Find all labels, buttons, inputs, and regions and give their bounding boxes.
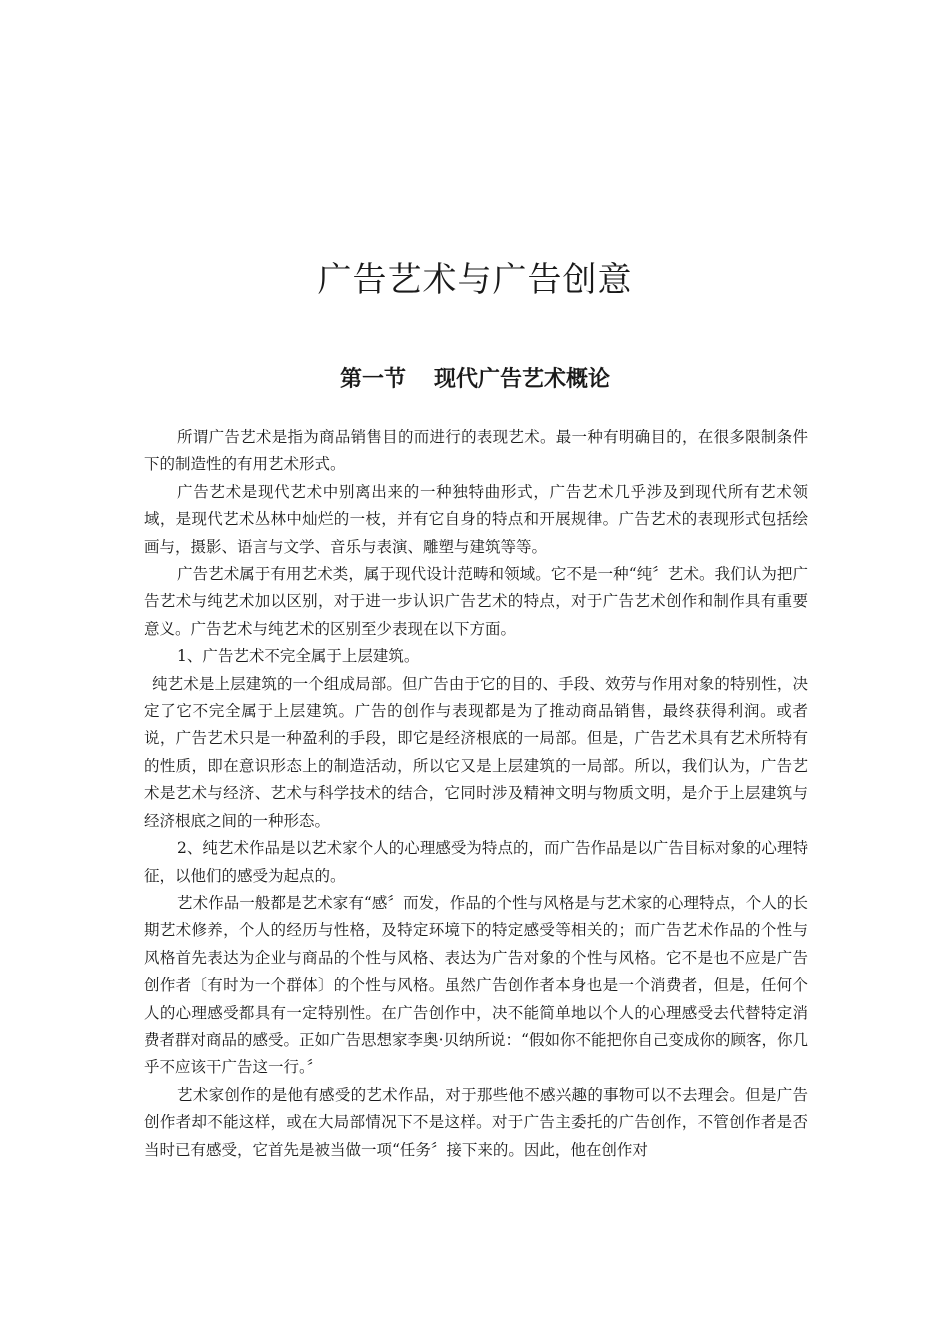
section-heading xyxy=(0,360,950,400)
section-number: 第一节 xyxy=(339,367,406,392)
paragraph-overview: 广告艺术是现代艺术中别离出来的一种独特曲形式，广告艺术几乎涉及到现代所有艺术领域，是现代艺术丛林中灿烂的一枝，并有它自身的特点和开展规律。广告艺术的表现形式包括绘画与，摄影、语言与文学、音乐与表演、雕塑与建筑等等。 xyxy=(144,482,808,556)
paragraph-superstructure: 纯艺术是上层建筑的一个组成局部。但广告由于它的目的、手段、效劳与作用对象的特别性，决定了它不完全属于上层建筑。广告的创作与表现都是为了推动商品销售，最终获得利润。或者说，广告艺术只是一种盈利的手段，即它是经济根底的一局部。但是，广告艺术具有艺术所特有的性质，即在意识形态上的制造活动，所以它又是上层建筑的一局部。所以，我们认为，广告艺术是艺术与经济、艺术与科学技术的结合，它同时涉及精神文明与物质文明，是介于上层建筑与经济根底之间的一种形态。 xyxy=(144,674,808,830)
point-heading-1: 1、广告艺术不完全属于上层建筑。 xyxy=(177,647,420,666)
section-name: 现代广告艺术概论 xyxy=(434,367,611,392)
paragraph-classification: 广告艺术属于有用艺术类，属于现代设计范畴和领域。它不是一种“纯〞艺术。我们认为把广告艺术与纯艺术加以区别，对于进一步认识广告艺术的特点，对于广告艺术创作和制作具有重要意义。广告艺术与纯艺术的区别至少表现在以下方面。 xyxy=(144,565,808,638)
point-heading-2: 2、纯艺术作品是以艺术家个人的心理感受为特点的，而广告作品是以广告目标对象的心理特征，以他们的感受为起点的。 xyxy=(144,839,808,885)
body-text xyxy=(144,424,808,1164)
paragraph-creation: 艺术家创作的是他有感受的艺术作品，对于那些他不感兴趣的事物可以不去理会。但是广告创作者却不能这样，或在大局部情况下不是这样。对于广告主委托的广告创作，不管创作者是否当时已有感受，它首先是被当做一项“任务〞接下来的。因此，他在创作对 xyxy=(144,1085,808,1159)
document-title: 广告艺术与广告创意 xyxy=(317,260,633,300)
paragraph-definition: 所谓广告艺术是指为商品销售目的而进行的表现艺术。最一种有明确目的，在很多限制条件下的制造性的有用艺术形式。 xyxy=(144,428,808,474)
paragraph-individuality: 艺术作品一般都是艺术家有“感〞而发，作品的个性与风格是与艺术家的心理特点，个人的长期艺术修养，个人的经历与性格，及特定环境下的特定感受等相关的；而广告艺术作品的个性与风格首先表达为企业与商品的个性与风格、表达为广告对象的个性与风格。它不是也不应是广告创作者〔有时为一个群体〕的个性与风格。虽然广告创作者本身也是一个消费者，但是，任何个人的心理感受都具有一定特别性。在广告创作中，决不能简单地以个人的心理感受去代替特定消费者群对商品的感受。正如广告思想家李奥·贝纳所说：“假如你不能把你自己变成你的顾客，你几乎不应该干广告这一行。〞 xyxy=(144,893,808,1077)
